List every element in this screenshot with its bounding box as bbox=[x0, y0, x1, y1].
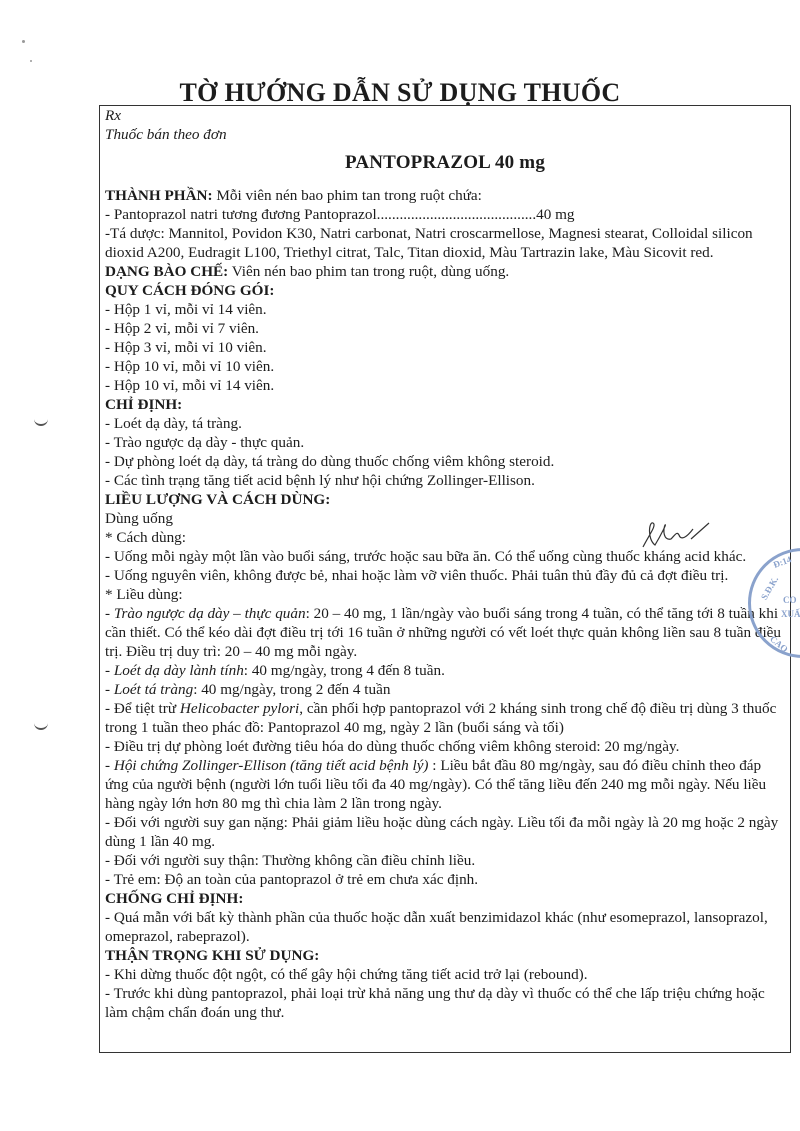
scan-speck bbox=[30, 60, 32, 62]
indication-item: - Trào ngược dạ dày - thực quản. bbox=[105, 434, 305, 451]
dose-gastric-label: - Loét dạ dày lành tính bbox=[105, 662, 244, 679]
packaging-item: - Hộp 3 vỉ, mỗi vỉ 10 viên. bbox=[105, 339, 267, 356]
drug-name: PANTOPRAZOL 40 mg bbox=[344, 152, 546, 173]
dose-hp-pre: - Để tiệt trừ bbox=[105, 700, 180, 717]
stamp-text: Đ:14 bbox=[771, 554, 793, 570]
punch-hole-mark bbox=[34, 718, 48, 730]
precaution-item: - Trước khi dùng pantoprazol, phải loại trừ khả năng ung thư dạ dày vì thuốc có thể che lấp triệu chứng hoặc làm chậm chẩn đoán ung thư. bbox=[105, 985, 765, 1021]
dose-duodenal-text: : 40 mg/ngày, trong 2 đến 4 tuần bbox=[193, 681, 391, 698]
dose-duodenal-label: - Loét tá tràng bbox=[105, 681, 194, 698]
document-title: TỜ HƯỚNG DẪN SỬ DỤNG THUỐC bbox=[179, 78, 621, 107]
dose-gerd bbox=[105, 604, 785, 661]
dosage-form-section bbox=[105, 262, 785, 281]
dose-gerd-text: : 20 – 40 mg, 1 lần/ngày vào buổi sáng trong 4 tuần, có thể tăng tới 8 tuần khi cần thiết. Có thể kéo dài đợt điều trị tới 16 tuần ở những người có vết loét thực quản không liền sau 8 tuần điều trị. Điều trị duy trì: 20 – 40 mg mỗi ngày. bbox=[105, 605, 781, 660]
dose-liver: - Đối với người suy gan nặng: Phải giảm liều hoặc dùng cách ngày. Liều tối đa mỗi ngày là 20 mg hoặc 2 ngày dùng 1 lần 40 mg. bbox=[105, 814, 779, 850]
dose-kidney: - Đối với người suy thận: Thường không cần điều chỉnh liều. bbox=[105, 852, 476, 869]
contraindications-heading: CHỐNG CHỈ ĐỊNH: bbox=[105, 890, 244, 907]
packaging-item: - Hộp 10 vỉ, mỗi vỉ 10 viên. bbox=[105, 358, 275, 375]
dose-prevention: - Điều trị dự phòng loét đường tiêu hóa do dùng thuốc chống viêm không steroid: 20 mg/ngày. bbox=[105, 738, 680, 755]
usage-item: - Uống nguyên viên, không được bẻ, nhai hoặc làm vỡ viên thuốc. Phải tuân thủ đầy đủ cả đợt điều trị. bbox=[105, 567, 729, 584]
contraindications-text: - Quá mẫn với bất kỳ thành phần của thuốc hoặc dẫn xuất benzimidazol khác (như esomeprazol, lansoprazol, omeprazol, rabeprazol). bbox=[105, 909, 768, 945]
dose-gerd-label: - Trào ngược dạ dày – thực quản bbox=[105, 605, 306, 622]
dosage-route: Dùng uống bbox=[105, 510, 173, 527]
dosage-heading: LIỀU LƯỢNG VÀ CÁCH DÙNG: bbox=[105, 491, 331, 508]
rx-label: Rx bbox=[105, 107, 122, 124]
precautions-heading: THẬN TRỌNG KHI SỬ DỤNG: bbox=[105, 947, 320, 964]
stamp-text: XUẤ bbox=[781, 609, 800, 619]
packaging-item: - Hộp 10 vỉ, mỗi vỉ 14 viên. bbox=[105, 377, 275, 394]
indications-heading: CHỈ ĐỊNH: bbox=[105, 396, 183, 413]
usage-item: - Uống mỗi ngày một lần vào buổi sáng, trước hoặc sau bữa ăn. Có thể uống cùng thuốc kháng acid khác. bbox=[105, 548, 747, 565]
composition-active: - Pantoprazol natri tương đương Pantoprazol..........................................40 mg bbox=[105, 206, 575, 223]
dose-hp-text: , cần phối hợp pantoprazol với 2 kháng sinh trong chế độ điều trị dùng 3 thuốc trong 1 tuần theo phác đồ: Pantoprazol 40 mg, ngày 2 lần (buổi sáng và tối) bbox=[105, 700, 777, 736]
packaging-item: - Hộp 2 vỉ, mỗi vỉ 7 viên. bbox=[105, 320, 259, 337]
usage-heading: * Cách dùng: bbox=[105, 529, 186, 546]
dose-children: - Trẻ em: Độ an toàn của pantoprazol ở trẻ em chưa xác định. bbox=[105, 871, 479, 888]
packaging-heading: QUY CÁCH ĐÓNG GÓI: bbox=[105, 282, 275, 299]
dose-duodenal bbox=[105, 680, 785, 699]
precaution-item: - Khi dừng thuốc đột ngột, có thể gây hội chứng tăng tiết acid trở lại (rebound). bbox=[105, 966, 588, 983]
composition-section bbox=[105, 186, 785, 205]
stamp-text: CAO bbox=[768, 633, 790, 655]
dose-zollinger bbox=[105, 756, 785, 813]
dose-hp-label: Helicobacter pylori bbox=[179, 700, 300, 717]
composition-intro: Mỗi viên nén bao phim tan trong ruột chứa: bbox=[216, 187, 482, 204]
dose-gastric-text: : 40 mg/ngày, trong 4 đến 8 tuần. bbox=[243, 662, 445, 679]
stamp-text: S.Đ.K. bbox=[758, 574, 781, 602]
punch-hole-mark bbox=[34, 414, 48, 426]
indication-item: - Các tình trạng tăng tiết acid bệnh lý như hội chứng Zollinger-Ellison. bbox=[105, 472, 535, 489]
composition-heading: THÀNH PHẦN: bbox=[105, 187, 213, 204]
handwritten-signature bbox=[635, 515, 715, 555]
dose-heading: * Liều dùng: bbox=[105, 586, 183, 603]
indication-item: - Loét dạ dày, tá tràng. bbox=[105, 415, 242, 432]
stamp-text: CO bbox=[783, 595, 797, 605]
dose-ze-text: : Liều bắt đầu 80 mg/ngày, sau đó điều chỉnh theo đáp ứng của người bệnh (người lớn tuổi liều tối đa 40 mg/ngày). Có thể tăng liều đến 240 mg mỗi ngày. Nếu liều hàng ngày lớn hơn 80 mg thì chia làm 2 lần trong ngày. bbox=[105, 757, 767, 812]
composition-excipients: -Tá dược: Mannitol, Povidon K30, Natri carbonat, Natri croscarmellose, Magnesi stearat, Colloidal silicon dioxid A200, Eudragit L100, Triethyl citrat, Talc, Titan dioxid, Màu Tartrazin lake, Màu Sicovit red. bbox=[105, 225, 753, 261]
dose-ze-label: - Hội chứng Zollinger-Ellison (tăng tiết acid bệnh lý) bbox=[105, 757, 429, 774]
packaging-item: - Hộp 1 vỉ, mỗi vỉ 14 viên. bbox=[105, 301, 267, 318]
indication-item: - Dự phòng loét dạ dày, tá tràng do dùng thuốc chống viêm không steroid. bbox=[105, 453, 555, 470]
dosage-form-text: Viên nén bao phim tan trong ruột, dùng uống. bbox=[231, 263, 510, 280]
scan-speck bbox=[22, 40, 25, 43]
prescription-note: Thuốc bán theo đơn bbox=[105, 126, 227, 143]
dose-gastric bbox=[105, 661, 785, 680]
dosage-form-heading: DẠNG BÀO CHẾ: bbox=[105, 263, 229, 280]
leaflet-content bbox=[105, 106, 785, 1022]
dose-h-pylori bbox=[105, 699, 785, 737]
